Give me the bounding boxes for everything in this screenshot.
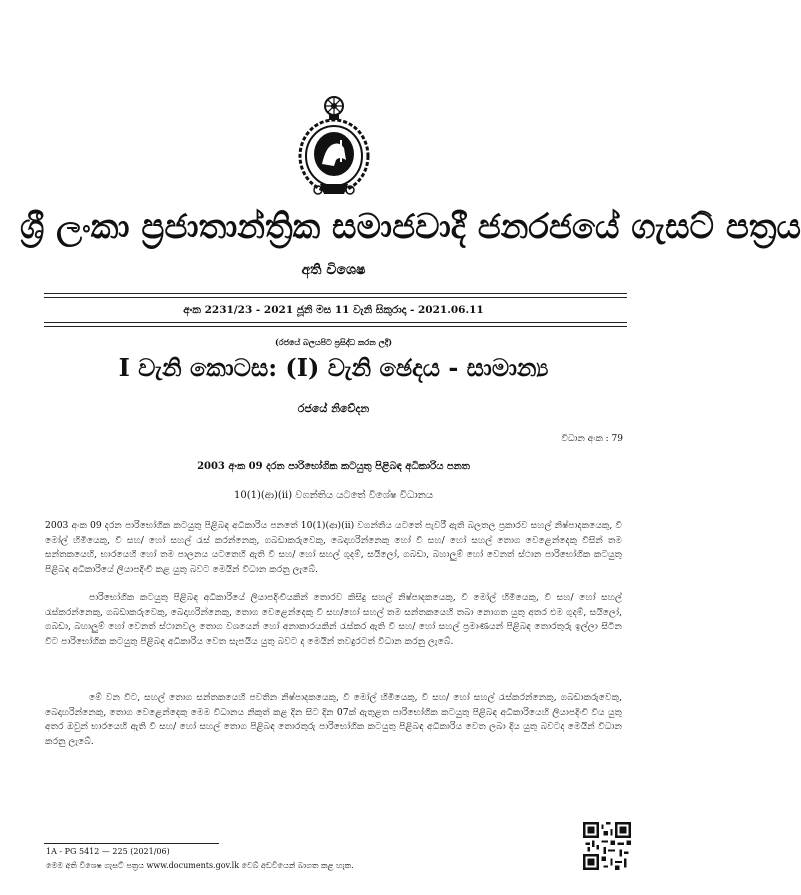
- published-by: (රජයේ බලයපිට ප්‍රසිද්ධ කරන ලදී): [274, 337, 393, 347]
- reference-number: විධාන අංක : 79: [561, 434, 623, 444]
- divider: [44, 297, 627, 298]
- issue-line: අංක 2231/23 - 2021 ජූනි මස 11 වැනි සිකුරාදා - 2021.06.11: [183, 304, 484, 316]
- notifications-heading: රජයේ නිවේදන: [297, 402, 370, 415]
- print-code: 1A - PG 5412 — 225 (2021/06): [46, 847, 170, 856]
- paragraph-3: මේ වන විට, සහල් තොග සන්තකයෙහි පවතින නිෂ්පාදකයෙකු, වී මෝල් හිමියෙකු, වී සහ/ හෝ සහල් රැස්කරන්නෙකු, ගබඩාකරුවෙකු, බෙදාහරින්නෙකු, තොග වෙළෙන්දෙකු මෙම විධානය නිකුත් කළ දින සිට දින 07ක් ඇතුළත පාරිභෝගික කටයුතු පිළිබඳ අධිකාරියෙහි ලියාපදිංචි විය යුතු අතර ඔවුන් භාරයෙහි ඇති වී සහ/ හෝ සහල් තොග පිළිබඳ තොරතුරු පාරිභෝගික කටයුතු පිළිබඳ අධිකාරිය වෙත ලබා දිය යුතු බවටද මෙයින් විධාන කරනු ලැබේ.: [45, 692, 622, 748]
- act-title: 2003 අංක 09 දරන පාරිභෝගික කටයුතු පිළිබඳ අධිකාරිය පනත: [197, 461, 470, 472]
- national-emblem-icon: [296, 94, 372, 200]
- divider: [44, 326, 627, 327]
- section-subtitle: 10(1)(ආ)(ii) වගන්තිය යටතේ විශේෂ විධානය: [233, 490, 434, 501]
- gazette-title: ශ්‍රී ලංකා ප්‍රජාතාන්ත්‍රික සමාජවාදී ජනරජයේ ගැසට් පත්‍රය: [20, 207, 801, 247]
- qr-code-icon: [583, 822, 631, 870]
- paragraph-2: පාරිභෝගික කටයුතු පිළිබඳ අධිකාරියේ ලියාපදිංචියකින් තොරව කිසිදු සහල් නිෂ්පාදකයෙකු, වී මෝල් හිමියෙකු, වී සහ/ හෝ සහල් රැස්කරන්නෙකු, ගබඩාකරුවෙකු, බෙදාහරින්නෙකු, තොග වෙළෙන්දෙකු වී සහ/හෝ සහල් තම සන්තකයෙහි තබා නොගත යුතු අතර එම ගුදම්, සයිලෝ, ගබඩා, බහාලුම් හෝ වෙනත් ස්ථානවල තොග වශයෙන් හෝ අනාකාරයකින් රැස්කර ඇති වී සහ/ හෝ සහල් ප්‍රමාණයන් පිළිබඳ තොරතුරු ඉල්ලා සිටින විට පාරිභෝගික කටයුතු පිළිබඳ අධිකාරිය වෙත සැපයිය යුතු බවට ද මෙයින් තවදුරටත් විධාන කරනු ලැබේ.: [45, 592, 622, 648]
- extraordinary-label: අති විශෙෂ: [301, 262, 366, 278]
- download-note: මෙම අති විශෙෂ ගැසට් පත්‍රය www.documents.gov.lk වෙබ් අඩවියෙන් බාගත කළ හැක.: [46, 861, 354, 870]
- paragraph-1: 2003 අංක 09 දරන පාරිභෝගික කටයුතු පිළිබඳ අධිකාරිය පනතේ 10(1)(ආ)(ii) වගන්තිය යටතේ පැවරී ඇති බලතල ප්‍රකාරව සහල් නිෂ්පාදකයෙකු, වී මෝල් හිමියෙකු, වී සහ/ හෝ සහල් රැස් කරන්නෙකු, ගබඩාකරුවෙකු, බෙදාහරින්නෙකු හෝ වී සහ/ හෝ සහල් තොග වෙළෙන්දෙකු විසින් තම සන්තකයෙහි, භාරයෙහි හෝ තම පාලනය යටතෙහි ඇති වී සහ/ හෝ සහල් ගුදම්, සයිලෝ, ගබඩා, බහාලුම් හෝ වෙනත් ස්ථාන පාරිභෝගික කටයුතු පිළිබඳ අධිකාරියේ ලියාපදිංචි කළ යුතු බවට මෙයින් විධාන කරනු ලැබේ.: [45, 520, 622, 576]
- divider: [44, 322, 627, 323]
- part-heading: I වැනි කොටස: (I) වැනි ඡෙදය - සාමාන්‍ය: [118, 353, 549, 382]
- divider: [44, 293, 627, 294]
- footer-divider: [44, 843, 219, 844]
